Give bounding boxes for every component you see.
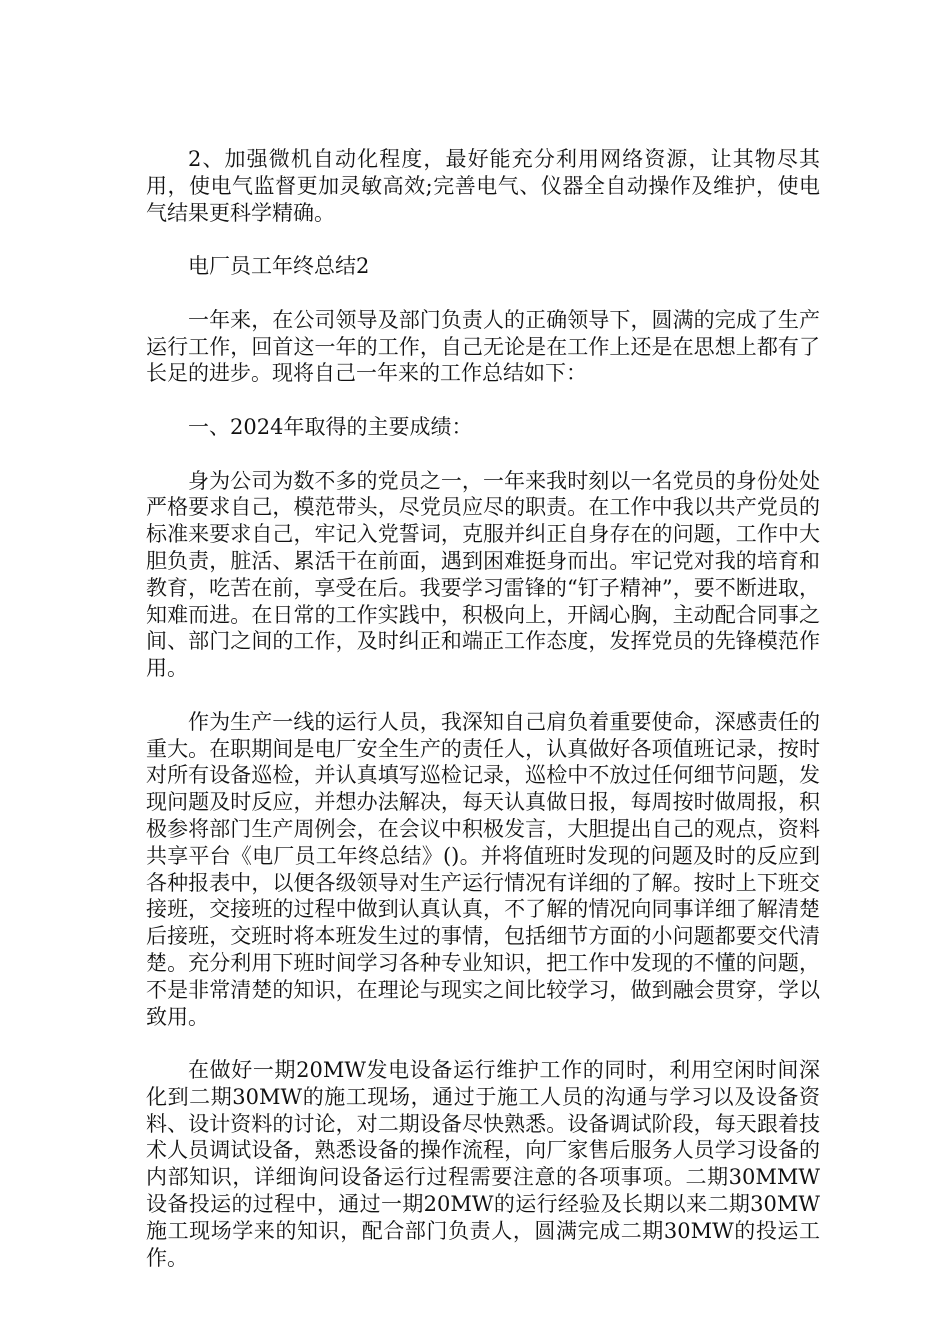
section-title: 电厂员工年终总结2 [188, 254, 370, 279]
paragraph-intro: 一年来，在公司领导及部门负责人的正确领导下，圆满的完成了生产运行工作，回首这一年的工作，自己无论是在工作上还是在思想上都有了长足的进步。现将自己一年来的工作总结如下： [146, 307, 820, 386]
paragraph-party-member: 身为公司为数不多的党员之一，一年来我时刻以一名党员的身份处处严格要求自己，模范带头，尽党员应尽的职责。在工作中我以共产党员的标准来要求自己，牢记入党誓词，克服并纠正自身存在的问题，工作中大胆负责，脏活、累活干在前面，遇到困难挺身而出。牢记党对我的培育和教育，吃苦在前，享受在后。我要学习雷锋的“钉子精神”，要不断进取，知难而进。在日常的工作实践中，积极向上，开阔心胸，主动配合同事之间、部门之间的工作，及时纠正和端正工作态度，发挥党员的先锋模范作用。 [146, 468, 820, 681]
paragraph-operations: 作为生产一线的运行人员，我深知自己肩负着重要使命，深感责任的重大。在职期间是电厂安全生产的责任人，认真做好各项值班记录，按时对所有设备巡检，并认真填写巡检记录，巡检中不放过任何细节问题，发现问题及时反应，并想办法解决，每天认真做日报，每周按时做周报，积极参将部门生产周例会，在会议中积极发言，大胆提出自己的观点，资料共享平台《电厂员工年终总结》()。并将值班时发现的问题及时的反应到各种报表中，以便各级领导对生产运行情况有详细的了解。按时上下班交接班，交接班的过程中做到认真认真，不了解的情况向同事详细了解清楚后接班，交班时将本班发生过的事情，包括细节方面的小问题都要交代清楚。充分利用下班时间学习各种专业知识，把工作中发现的不懂的问题，不是非常清楚的知识，在理论与现实之间比较学习，做到融会贯穿，学以致用。 [146, 709, 820, 1029]
paragraph-equipment: 在做好一期20MW发电设备运行维护工作的同时，利用空闲时间深化到二期30MW的施工现场，通过于施工人员的沟通与学习以及设备资料、设计资料的讨论，对二期设备尽快熟悉。设备调试阶段，每天跟着技术人员调试设备，熟悉设备的操作流程，向厂家售后服务人员学习设备的内部知识，详细询问设备运行过程需要注意的各项事项。二期30MMW设备投运的过程中，通过一期20MW的运行经验及长期以来二期30MW施工现场学来的知识，配合部门负责人，圆满完成二期30MW的投运工作。 [146, 1058, 820, 1270]
document-body [146, 146, 820, 1298]
subsection-title: 一、2024年取得的主要成绩： [188, 414, 473, 439]
paragraph-automation: 2、加强微机自动化程度，最好能充分利用网络资源，让其物尽其用，使电气监督更加灵敏高效;完善电气、仪器全自动操作及维护，使电气结果更科学精确。 [146, 147, 820, 225]
